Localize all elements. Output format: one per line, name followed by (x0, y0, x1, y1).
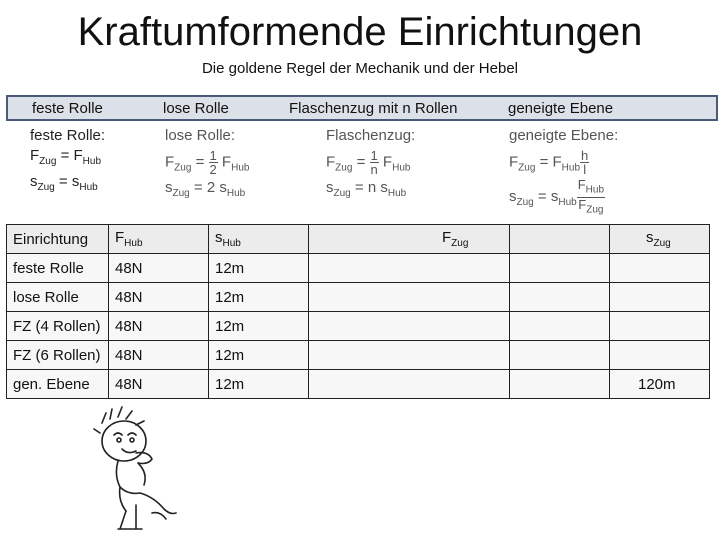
page-subtitle: Die goldene Regel der Mechanik und der Hebel (201, 60, 519, 77)
header-f-zug: $F_{Zug}$ (510, 225, 610, 254)
formula-line: $F_{Zug}$ = $\frac{1}{n}$ $F_{Hub}$ (326, 148, 411, 177)
table-row (7, 283, 710, 312)
fraction: $\frac{F_{Hub}}{F_{Zug}}$ (577, 177, 605, 216)
fraction: $\frac{h}{l}$ (581, 148, 589, 177)
cell-f-zug[interactable] (510, 312, 610, 341)
cell-einrichtung: feste Rolle (7, 254, 109, 283)
cell-blank (309, 283, 510, 312)
formula-line: $F_{Zug}$ = $\frac{1}{2}$ $F_{Hub}$ (165, 148, 250, 177)
cell-s-hub: 12m (209, 254, 309, 283)
header-blank (309, 225, 510, 254)
formula-heading: geneigte Ebene: (509, 127, 619, 144)
header-einrichtung: Einrichtung (7, 225, 109, 254)
page-title: Kraftumformende Einrichtungen (77, 10, 643, 54)
cell-f-hub: 48N (109, 312, 209, 341)
table-row (7, 341, 710, 370)
formula-line: $s_{Zug} = s_{Hub}$ (30, 173, 98, 193)
cell-f-hub: 48N (109, 283, 209, 312)
fraction: $\frac{1}{n}$ (370, 148, 378, 177)
cell-f-hub: 48N (109, 341, 209, 370)
cell-s-hub: 12m (209, 370, 309, 399)
cell-blank (309, 370, 510, 399)
cell-s-zug[interactable] (610, 254, 710, 283)
table-row (7, 254, 710, 283)
formula-lose-rolle (165, 126, 249, 204)
cell-einrichtung: FZ (6 Rollen) (7, 341, 109, 370)
header-s-zug: $s_{Zug}$ (610, 225, 710, 254)
formula-heading: lose Rolle: (165, 127, 236, 144)
formula-flaschenzug (326, 126, 415, 204)
cell-s-hub: 12m (209, 283, 309, 312)
cell-s-zug[interactable] (610, 341, 710, 370)
data-table (6, 224, 710, 399)
cell-f-zug[interactable] (510, 370, 610, 399)
cell-blank (309, 254, 510, 283)
cell-einrichtung: lose Rolle (7, 283, 109, 312)
formula-geneigte-ebene (509, 126, 618, 217)
cell-s-zug[interactable]: 120m (610, 370, 710, 399)
cell-f-zug[interactable] (510, 254, 610, 283)
cell-blank (309, 341, 510, 370)
cell-s-hub: 12m (209, 341, 309, 370)
fraction: $\frac{1}{2}$ (209, 148, 217, 177)
cell-einrichtung: gen. Ebene (7, 370, 109, 399)
table-header-row (7, 225, 710, 254)
formula-heading: feste Rolle: (30, 127, 106, 144)
formula-feste-rolle (30, 126, 105, 198)
thinker-cartoon-illustration (92, 405, 182, 535)
tab-bar (6, 95, 718, 121)
cell-blank (309, 312, 510, 341)
cell-s-zug[interactable] (610, 312, 710, 341)
tab-geneigte-ebene[interactable]: geneigte Ebene (508, 100, 614, 117)
cell-f-hub: 48N (109, 254, 209, 283)
formula-line: $F_{Zug} = F_{Hub}$ (30, 147, 102, 167)
cell-f-zug[interactable] (510, 341, 610, 370)
formula-line: $F_{Zug} = F_{Hub}$ $\frac{h}{l}$ (509, 148, 589, 177)
cell-einrichtung: FZ (4 Rollen) (7, 312, 109, 341)
cell-s-hub: 12m (209, 312, 309, 341)
tab-flaschenzug[interactable]: Flaschenzug mit n Rollen (289, 100, 458, 117)
cell-f-hub: 48N (109, 370, 209, 399)
cell-f-zug[interactable] (510, 283, 610, 312)
header-s-hub: $s_{Hub}$ (209, 225, 309, 254)
formula-heading: Flaschenzug: (326, 127, 416, 144)
cell-s-zug[interactable] (610, 283, 710, 312)
formula-line: $s_{Zug} = 2$ $s_{Hub}$ (165, 179, 246, 200)
table-row (7, 370, 710, 399)
formula-line: $s_{Zug} = n$ $s_{Hub}$ (326, 179, 407, 200)
formula-line: $s_{Zug} = s_{Hub}$ $\frac{F_{Hub}}{F_{Zug}}$ (509, 177, 605, 216)
tab-feste-rolle[interactable]: feste Rolle (32, 100, 103, 117)
header-f-hub: $F_{Hub}$ (109, 225, 209, 254)
tab-lose-rolle[interactable]: lose Rolle (163, 100, 229, 117)
table-row (7, 312, 710, 341)
